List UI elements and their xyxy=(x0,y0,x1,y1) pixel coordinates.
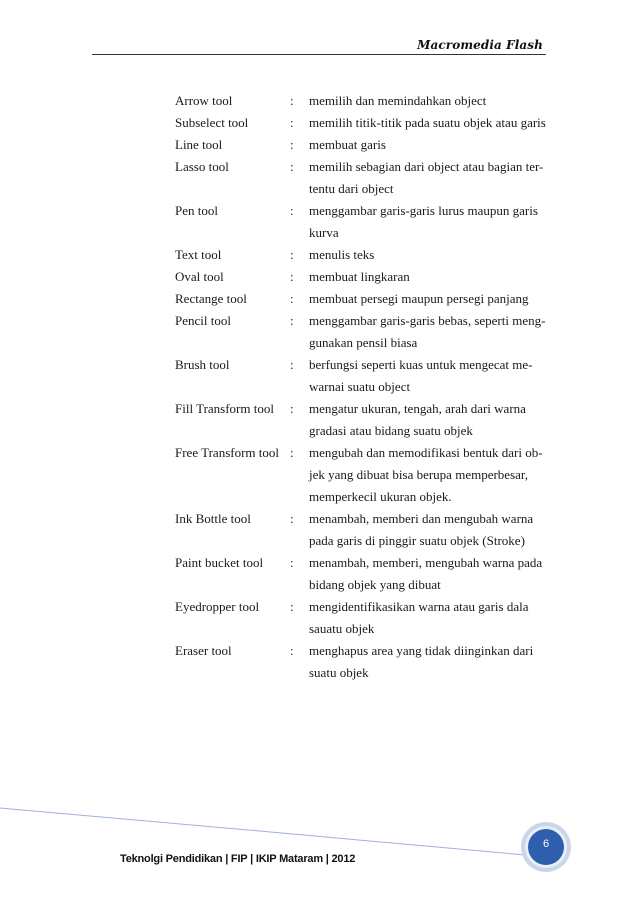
description-line: tentu dari object xyxy=(309,181,394,196)
description-line: warnai suatu object xyxy=(309,379,411,394)
description-line: mengidentifikasikan warna atau garis dala xyxy=(309,599,529,614)
definition-colon: : xyxy=(290,313,294,328)
definition-term: Ink Bottle tool xyxy=(175,511,251,526)
definition-colon: : xyxy=(290,445,294,460)
definition-colon: : xyxy=(290,137,294,152)
definition-colon: : xyxy=(290,93,294,108)
definition-term: Text tool xyxy=(175,247,222,262)
description-line: menggambar garis-garis lurus maupun garis xyxy=(309,203,538,218)
description-line: jek yang dibuat bisa berupa memperbesar, xyxy=(309,467,528,482)
page-number: 6 xyxy=(542,838,550,850)
description-line: membuat persegi maupun persegi panjang xyxy=(309,291,529,306)
definition-term: Pencil tool xyxy=(175,313,231,328)
description-line: sauatu objek xyxy=(309,621,375,636)
description-line: membuat garis xyxy=(309,137,386,152)
header-title: Macromedia Flash xyxy=(417,38,543,52)
description-line: memilih titik-titik pada suatu objek atau garis xyxy=(309,115,546,130)
definition-colon: : xyxy=(290,357,294,372)
definition-term: Rectange tool xyxy=(175,291,247,306)
definition-colon: : xyxy=(290,401,294,416)
description-line: menghapus area yang tidak diinginkan dari xyxy=(309,643,534,658)
definition-term: Brush tool xyxy=(175,357,230,372)
description-line: suatu objek xyxy=(309,665,369,680)
definition-colon: : xyxy=(290,599,294,614)
description-line: membuat lingkaran xyxy=(309,269,410,284)
description-line: menggambar garis-garis bebas, seperti meng- xyxy=(309,313,546,328)
definition-colon: : xyxy=(290,247,294,262)
description-line: berfungsi seperti kuas untuk mengecat me- xyxy=(309,357,533,372)
definition-term: Subselect tool xyxy=(175,115,249,130)
definition-term: Eraser tool xyxy=(175,643,232,658)
definition-term: Pen tool xyxy=(175,203,218,218)
description-line: memilih sebagian dari object atau bagian ter- xyxy=(309,159,544,174)
definition-colon: : xyxy=(290,203,294,218)
definition-colon: : xyxy=(290,269,294,284)
description-line: bidang objek yang dibuat xyxy=(309,577,441,592)
description-line: memilih dan memindahkan object xyxy=(309,93,487,108)
definition-term: Lasso tool xyxy=(175,159,229,174)
description-line: gunakan pensil biasa xyxy=(309,335,418,350)
definition-colon: : xyxy=(290,511,294,526)
description-line: mengatur ukuran, tengah, arah dari warna xyxy=(309,401,526,416)
definition-colon: : xyxy=(290,115,294,130)
definition-term: Eyedropper tool xyxy=(175,599,260,614)
definition-term: Oval tool xyxy=(175,269,224,284)
definition-term: Line tool xyxy=(175,137,223,152)
description-line: pada garis di pinggir suatu objek (Stroke) xyxy=(309,533,525,548)
description-line: menambah, memberi, mengubah warna pada xyxy=(309,555,543,570)
definition-term: Arrow tool xyxy=(175,93,233,108)
description-line: memperkecil ukuran objek. xyxy=(309,489,452,504)
definition-term: Paint bucket tool xyxy=(175,555,264,570)
definition-colon: : xyxy=(290,291,294,306)
definition-colon: : xyxy=(290,555,294,570)
description-line: menambah, memberi dan mengubah warna xyxy=(309,511,534,526)
definition-term: Free Transform tool xyxy=(175,445,279,460)
description-line: kurva xyxy=(309,225,339,240)
description-line: gradasi atau bidang suatu objek xyxy=(309,423,473,438)
footer-text: Teknolgi Pendidikan | FIP | IKIP Mataram | 2012 xyxy=(120,853,356,865)
definition-colon: : xyxy=(290,643,294,658)
definition-colon: : xyxy=(290,159,294,174)
description-line: mengubah dan memodifikasi bentuk dari ob- xyxy=(309,445,543,460)
definition-term: Fill Transform tool xyxy=(175,401,274,416)
description-line: menulis teks xyxy=(309,247,375,262)
